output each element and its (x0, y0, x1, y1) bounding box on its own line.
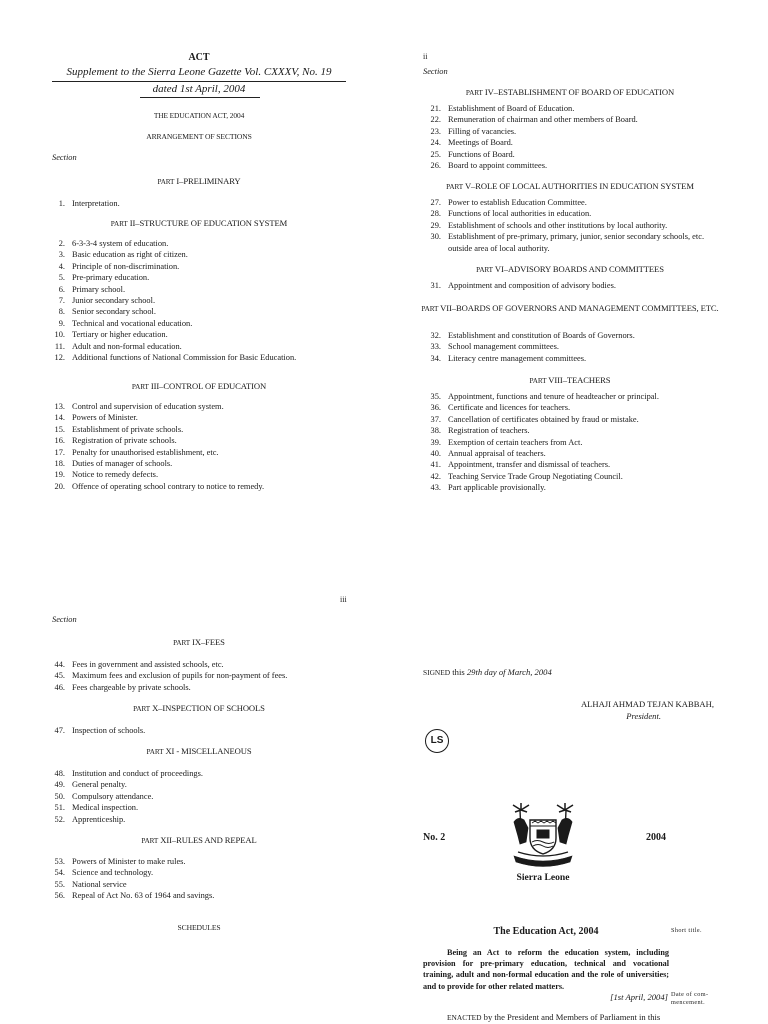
part-heading: PART IV–ESTABLISHMENT OF BOARD OF EDUCATION (465, 87, 675, 97)
section-item (46, 352, 296, 363)
section-title: Appointment and composition of advisory bodies. (448, 281, 616, 290)
section-item (46, 401, 264, 412)
section-item (46, 856, 214, 867)
section-number: 34. (430, 353, 441, 363)
section-number: 33. (430, 342, 441, 352)
section-title: Control and supervision of education system. (72, 402, 224, 411)
section-number: 26. (430, 161, 441, 171)
section-item (46, 198, 120, 209)
section-item (422, 437, 659, 448)
section-title: School management committees. (448, 342, 559, 352)
section-item (46, 284, 296, 295)
section-number: 45. (54, 671, 65, 681)
section-number: 9. (58, 318, 65, 328)
section-title: Notice to remedy defects. (72, 470, 159, 480)
section-list (422, 197, 724, 254)
section-list (46, 659, 287, 693)
section-number: 13. (54, 402, 65, 411)
section-title: National service (72, 879, 127, 889)
section-number: 47. (54, 726, 65, 735)
section-number: 8. (58, 307, 65, 317)
section-number: 25. (430, 149, 441, 159)
section-title: Senior secondary school. (72, 307, 156, 317)
section-item (46, 249, 296, 260)
country-name: Sierra Leone (516, 872, 570, 883)
section-title: Annual appraisal of teachers. (448, 449, 546, 459)
section-number: 11. (54, 341, 65, 351)
section-number: 14. (54, 413, 65, 423)
section-item (422, 280, 616, 291)
section-number: 38. (430, 426, 441, 436)
section-title: Establishment of Board of Education. (448, 104, 575, 113)
section-title: Power to establish Education Committee. (448, 198, 587, 207)
section-title: Establishment of pre-primary, primary, junior, senior secondary schools, etc. outside area of local authority. (448, 232, 705, 253)
section-item (46, 814, 203, 825)
section-number: 39. (430, 437, 441, 447)
section-label: Section (52, 153, 77, 162)
section-title: Exemption of certain teachers from Act. (448, 437, 583, 447)
part-heading: PART X–INSPECTION OF SCHOOLS (133, 703, 265, 713)
section-number: 2. (58, 239, 65, 248)
section-title: Maximum fees and exclusion of pupils for non-payment of fees. (72, 671, 288, 681)
section-title: Establishment and constitution of Boards of Governors. (448, 331, 635, 340)
section-item (46, 802, 203, 813)
section-item (422, 231, 724, 254)
section-title: Offence of operating school contrary to notice to remedy. (72, 481, 265, 491)
rule-bottom (140, 97, 260, 98)
section-number: 27. (430, 198, 441, 207)
section-item (46, 435, 264, 446)
section-title: Pre-primary education. (72, 273, 150, 283)
section-number: 15. (54, 424, 65, 434)
section-title: Basic education as right of citizen. (72, 250, 188, 260)
section-item (422, 103, 638, 114)
section-title: Registration of private schools. (72, 436, 177, 446)
section-title: Establishment of schools and other institutions by local authority. (448, 220, 668, 230)
section-number: 56. (54, 891, 65, 901)
section-title: Cancellation of certificates obtained by fraud or mistake. (448, 414, 639, 424)
section-number: 3. (58, 250, 65, 260)
section-item (422, 208, 724, 219)
section-item (46, 867, 214, 878)
section-list (422, 330, 635, 364)
section-item (422, 330, 635, 341)
section-title: Registration of teachers. (448, 426, 530, 436)
section-number: 52. (54, 814, 65, 824)
section-list (46, 725, 145, 736)
section-number: 48. (54, 769, 65, 778)
section-item (422, 137, 638, 148)
section-number: 41. (430, 460, 441, 470)
arrangement-heading: ARRANGEMENT OF SECTIONS (146, 132, 252, 141)
section-title: Penalty for unauthorised establishment, etc. (72, 447, 219, 457)
section-item (46, 469, 264, 480)
gazette-date-line: dated 1st April, 2004 (152, 83, 246, 95)
section-number: 55. (54, 879, 65, 889)
section-title: Additional functions of National Commission for Basic Education. (72, 353, 297, 363)
section-number: 28. (430, 209, 441, 219)
section-title: Remuneration of chairman and other members of Board. (448, 115, 638, 125)
signer-title: President. (626, 711, 661, 721)
section-title: Appointment, functions and tenure of headteacher or principal. (448, 392, 659, 401)
part-heading: PART VIII–TEACHERS (529, 375, 611, 385)
part-heading: PART VI–ADVISORY BOARDS AND COMMITTEES (476, 264, 664, 274)
section-number: 51. (54, 803, 65, 813)
section-item (422, 149, 638, 160)
section-title: Inspection of schools. (72, 726, 146, 735)
section-item (46, 306, 296, 317)
section-number: 20. (54, 481, 65, 491)
section-item (46, 879, 214, 890)
section-title: Powers of Minister. (72, 413, 138, 423)
section-title: Interpretation. (72, 199, 120, 208)
section-title: Junior secondary school. (72, 296, 156, 306)
section-title: Medical inspection. (72, 803, 139, 813)
section-number: 35. (430, 392, 441, 401)
section-item (422, 391, 659, 402)
section-item (46, 481, 264, 492)
section-title: Primary school. (72, 284, 126, 294)
section-item (46, 890, 214, 901)
section-list (46, 856, 214, 902)
rule-top (52, 81, 346, 82)
section-number: 19. (54, 470, 65, 480)
act-title: THE EDUCATION ACT, 2004 (153, 111, 245, 120)
part-heading: PART V–ROLE OF LOCAL AUTHORITIES IN EDUCATION SYSTEM (446, 181, 694, 191)
section-number: 46. (54, 682, 65, 692)
section-item (46, 424, 264, 435)
schedules-heading: SCHEDULES (177, 923, 221, 932)
section-item (46, 791, 203, 802)
section-number: 10. (54, 330, 65, 340)
section-number: 37. (430, 414, 441, 424)
section-item (422, 114, 638, 125)
section-list (422, 391, 659, 494)
section-item (422, 425, 659, 436)
section-number: 44. (54, 660, 65, 669)
section-number: 7. (58, 296, 65, 306)
section-item (422, 126, 638, 137)
gazette-supplement-line: Supplement to the Sierra Leone Gazette Vol. CXXXV, No. 19 (66, 66, 332, 78)
section-title: Teaching Service Trade Group Negotiating Council. (448, 471, 623, 481)
section-title: Appointment, transfer and dismissal of teachers. (448, 460, 611, 470)
commencement-date: [1st April, 2004] (610, 992, 668, 1002)
section-title: Tertiary or higher education. (72, 330, 168, 340)
section-title: Fees chargeable by private schools. (72, 682, 191, 692)
section-item (46, 458, 264, 469)
section-item (422, 353, 635, 364)
page-number: iii (340, 595, 347, 604)
section-number: 6. (58, 284, 65, 294)
section-title: Institution and conduct of proceedings. (72, 769, 203, 778)
section-number: 50. (54, 791, 65, 801)
section-item (422, 471, 659, 482)
section-item (422, 448, 659, 459)
section-list (46, 401, 264, 492)
signer-name: ALHAJI AHMAD TEJAN KABBAH, (580, 699, 714, 709)
margin-note-commencement: Date of com-mencement. (671, 991, 709, 1006)
section-item (422, 482, 659, 493)
section-item (422, 414, 659, 425)
section-item (422, 220, 724, 231)
section-number: 1. (58, 199, 65, 208)
section-item (46, 329, 296, 340)
section-number: 22. (430, 115, 441, 125)
section-title: 6-3-3-4 system of education. (72, 239, 169, 248)
page-number: ii (423, 52, 428, 61)
part-heading: PART IX–FEES (173, 637, 225, 647)
section-title: Repeal of Act No. 63 of 1964 and savings. (72, 891, 215, 901)
section-title: Functions of Board. (448, 149, 515, 159)
section-title: Meetings of Board. (448, 138, 513, 148)
section-title: Board to appoint committees. (448, 161, 548, 171)
section-number: 31. (430, 281, 441, 290)
section-list (46, 198, 120, 209)
section-title: Powers of Minister to make rules. (72, 857, 186, 866)
section-item (46, 341, 296, 352)
margin-note-short-title: Short title. (671, 927, 702, 934)
signed-line: SIGNED this 29th day of March, 2004 (423, 667, 552, 677)
section-list (422, 280, 616, 291)
section-number: 40. (430, 449, 441, 459)
section-label: Section (52, 615, 77, 624)
section-number: 36. (430, 403, 441, 413)
act-number: No. 2 (423, 832, 446, 843)
section-title: Part applicable provisionally. (448, 483, 546, 493)
section-number: 32. (430, 331, 441, 340)
coat-of-arms-icon (508, 800, 578, 870)
section-item (422, 459, 659, 470)
section-item (422, 197, 724, 208)
section-item (422, 160, 638, 171)
section-number: 42. (430, 471, 441, 481)
section-number: 53. (54, 857, 65, 866)
section-number: 43. (430, 483, 441, 493)
section-number: 18. (54, 459, 65, 469)
section-number: 29. (430, 220, 441, 230)
section-number: 23. (430, 126, 441, 136)
section-number: 24. (430, 138, 441, 148)
part-heading: PART XI - MISCELLANEOUS (146, 746, 252, 756)
section-item (46, 670, 287, 681)
section-title: Fees in government and assisted schools, etc. (72, 660, 224, 669)
enacting-clause: ENACTED by the President and Members of Parliament in this (447, 1012, 661, 1022)
section-title: Compulsory attendance. (72, 791, 154, 801)
section-title: Apprenticeship. (72, 814, 126, 824)
section-list (46, 238, 296, 363)
part-heading: PART III–CONTROL OF EDUCATION (131, 381, 267, 391)
section-item (46, 412, 264, 423)
section-title: Filling of vacancies. (448, 126, 517, 136)
section-number: 12. (54, 353, 65, 363)
part-heading: PART II–STRUCTURE OF EDUCATION SYSTEM (110, 218, 288, 228)
section-item (46, 768, 203, 779)
section-item (46, 238, 296, 249)
section-item (46, 725, 145, 736)
section-number: 49. (54, 780, 65, 790)
section-number: 54. (54, 868, 65, 878)
section-item (46, 779, 203, 790)
section-list (46, 768, 203, 825)
section-number: 5. (58, 273, 65, 283)
part-heading: PART I–PRELIMINARY (157, 176, 241, 186)
part-heading: PART VII–BOARDS OF GOVERNORS AND MANAGEMENT COMMITTEES, ETC. (421, 303, 719, 313)
section-item (46, 318, 296, 329)
section-title: Functions of local authorities in education. (448, 209, 592, 219)
section-item (46, 659, 287, 670)
section-title: Duties of manager of schools. (72, 459, 173, 469)
section-title: Literacy centre management committees. (448, 353, 587, 363)
section-title: Establishment of private schools. (72, 424, 184, 434)
act-name: The Education Act, 2004 (493, 926, 599, 937)
part-heading: PART XII–RULES AND REPEAL (141, 835, 257, 845)
section-item (46, 295, 296, 306)
section-title: Principle of non-discrimination. (72, 261, 180, 271)
act-year: 2004 (646, 832, 666, 843)
section-number: 30. (430, 232, 441, 242)
act-heading: ACT (188, 52, 210, 63)
section-item (422, 341, 635, 352)
section-list (422, 103, 638, 171)
ls-seal-icon: LS (425, 729, 449, 753)
section-title: Science and technology. (72, 868, 154, 878)
section-number: 16. (54, 436, 65, 446)
section-number: 21. (430, 104, 441, 113)
section-item (422, 402, 659, 413)
section-item (46, 272, 296, 283)
section-item (46, 261, 296, 272)
section-number: 4. (58, 261, 65, 271)
long-title: Being an Act to reform the education system, including provision for pre-primary education, technical and vocational training, adult and non-formal education and the role of universities; and to provide for other related matters. (423, 948, 669, 991)
section-title: General penalty. (72, 780, 127, 790)
section-number: 17. (54, 447, 65, 457)
section-item (46, 447, 264, 458)
section-title: Adult and non-formal education. (72, 341, 182, 351)
section-title: Technical and vocational education. (72, 318, 193, 328)
section-title: Certificate and licences for teachers. (448, 403, 571, 413)
section-label: Section (423, 67, 448, 76)
section-item (46, 682, 287, 693)
